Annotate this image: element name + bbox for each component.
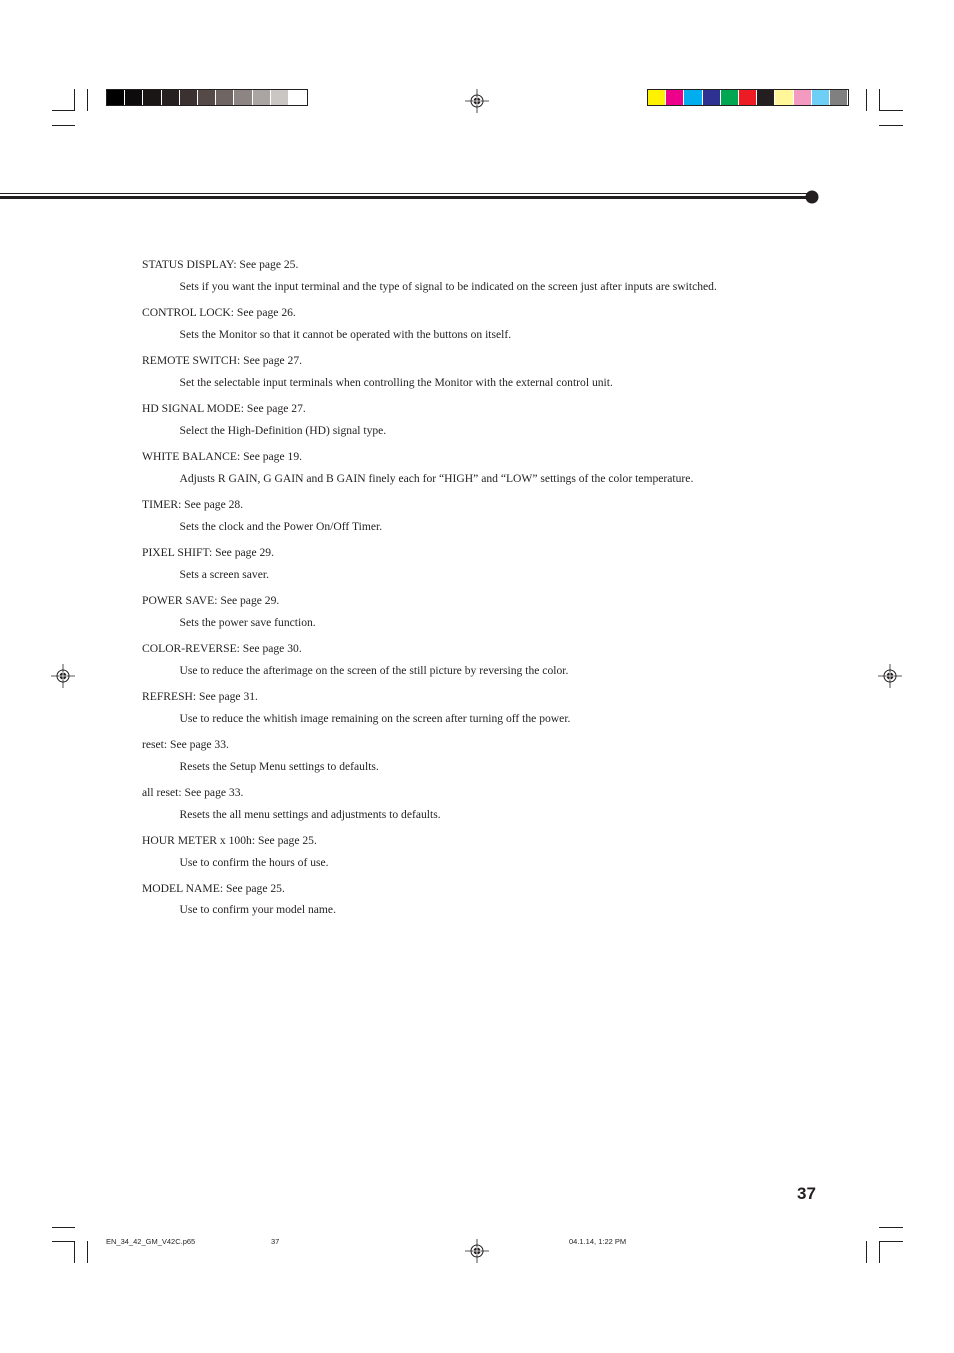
- registration-mark-icon: [51, 664, 75, 688]
- list-item: [142, 881, 842, 918]
- list-item: [142, 689, 842, 726]
- color-swatch: [666, 90, 684, 105]
- item-heading: REMOTE SWITCH: See page 27.: [142, 353, 303, 367]
- color-swatch: [271, 90, 289, 105]
- crop-mark: [879, 125, 903, 126]
- list-item: [142, 449, 842, 486]
- item-heading: PIXEL SHIFT: See page 29.: [142, 545, 274, 559]
- page-number: 37: [797, 1184, 816, 1203]
- crop-mark: [52, 125, 75, 126]
- crop-mark: [879, 1241, 880, 1263]
- item-heading: REFRESH: See page 31.: [142, 689, 258, 703]
- crop-mark: [74, 89, 75, 111]
- crop-mark: [879, 89, 880, 111]
- item-description: Sets the power save function.: [179, 615, 316, 629]
- header-rule: [0, 190, 820, 204]
- item-description: Use to confirm the hours of use.: [179, 855, 329, 869]
- list-item: [142, 593, 842, 630]
- footer-page: 37: [271, 1237, 280, 1246]
- list-item: [142, 641, 842, 678]
- list-item: [142, 833, 842, 870]
- crop-mark: [52, 1227, 75, 1228]
- list-item: [142, 401, 842, 438]
- crop-mark: [866, 1241, 867, 1263]
- color-swatch: [289, 90, 307, 105]
- item-description: Use to reduce the whitish image remaining on the screen after turning off the power.: [179, 711, 571, 725]
- item-heading: STATUS DISPLAY: See page 25.: [142, 258, 299, 271]
- color-swatch: [739, 90, 757, 105]
- crop-mark: [87, 1241, 88, 1263]
- item-heading: WHITE BALANCE: See page 19.: [142, 449, 303, 463]
- item-heading: all reset: See page 33.: [142, 785, 244, 799]
- crop-mark: [52, 110, 75, 111]
- color-bar-process: [647, 89, 849, 106]
- list-item: [142, 353, 842, 390]
- footer-filename: EN_34_42_GM_V42C.p65: [106, 1237, 196, 1246]
- item-description: Sets if you want the input terminal and the type of signal to be indicated on the screen just after inputs are switched.: [179, 279, 717, 293]
- crop-mark: [52, 1241, 75, 1242]
- registration-mark-icon: [878, 664, 902, 688]
- item-heading: TIMER: See page 28.: [142, 497, 244, 511]
- color-swatch: [648, 90, 666, 105]
- color-swatch: [198, 90, 216, 105]
- color-swatch: [830, 90, 848, 105]
- color-bar-grayscale: [106, 89, 308, 106]
- item-heading: COLOR-REVERSE: See page 30.: [142, 641, 302, 655]
- list-item: [142, 785, 842, 822]
- item-description: Set the selectable input terminals when controlling the Monitor with the external control unit.: [179, 375, 613, 389]
- color-swatch: [794, 90, 812, 105]
- footer-timestamp: 04.1.14, 1:22 PM: [569, 1237, 627, 1246]
- crop-mark: [879, 110, 903, 111]
- color-swatch: [107, 90, 125, 105]
- item-description: Resets the Setup Menu settings to defaults.: [179, 759, 379, 773]
- color-swatch: [162, 90, 180, 105]
- item-heading: HOUR METER x 100h: See page 25.: [142, 833, 317, 847]
- color-swatch: [812, 90, 830, 105]
- color-swatch: [721, 90, 739, 105]
- color-swatch: [143, 90, 161, 105]
- item-description: Sets the Monitor so that it cannot be operated with the buttons on itself.: [179, 327, 512, 341]
- crop-mark: [879, 1227, 903, 1228]
- item-heading: POWER SAVE: See page 29.: [142, 593, 280, 607]
- registration-mark-icon: [465, 1239, 489, 1263]
- item-description: Select the High-Definition (HD) signal type.: [179, 423, 387, 437]
- registration-mark-icon: [465, 89, 489, 113]
- color-swatch: [684, 90, 702, 105]
- color-swatch: [775, 90, 793, 105]
- crop-mark: [866, 89, 867, 111]
- crop-mark: [879, 1241, 903, 1242]
- item-description: Resets the all menu settings and adjustments to defaults.: [179, 807, 441, 821]
- list-item: [142, 497, 842, 534]
- item-description: Sets a screen saver.: [179, 567, 269, 581]
- item-description: Use to confirm your model name.: [179, 903, 336, 917]
- color-swatch: [125, 90, 143, 105]
- color-swatch: [703, 90, 721, 105]
- color-swatch: [253, 90, 271, 105]
- item-description: Sets the clock and the Power On/Off Timer.: [179, 519, 383, 533]
- color-swatch: [234, 90, 252, 105]
- settings-list: [142, 257, 842, 929]
- color-swatch: [180, 90, 198, 105]
- list-item: [142, 305, 842, 342]
- list-item: [142, 737, 842, 774]
- item-heading: MODEL NAME: See page 25.: [142, 881, 285, 895]
- color-swatch: [216, 90, 234, 105]
- item-heading: reset: See page 33.: [142, 737, 229, 751]
- item-description: Adjusts R GAIN, G GAIN and B GAIN finely each for “HIGH” and “LOW” settings of the color temperature.: [179, 471, 694, 485]
- crop-mark: [74, 1241, 75, 1263]
- item-heading: CONTROL LOCK: See page 26.: [142, 305, 296, 319]
- list-item: [142, 257, 842, 294]
- item-heading: HD SIGNAL MODE: See page 27.: [142, 401, 306, 415]
- crop-mark: [87, 89, 88, 111]
- list-item: [142, 545, 842, 582]
- color-swatch: [757, 90, 775, 105]
- item-description: Use to reduce the afterimage on the screen of the still picture by reversing the color.: [179, 663, 569, 677]
